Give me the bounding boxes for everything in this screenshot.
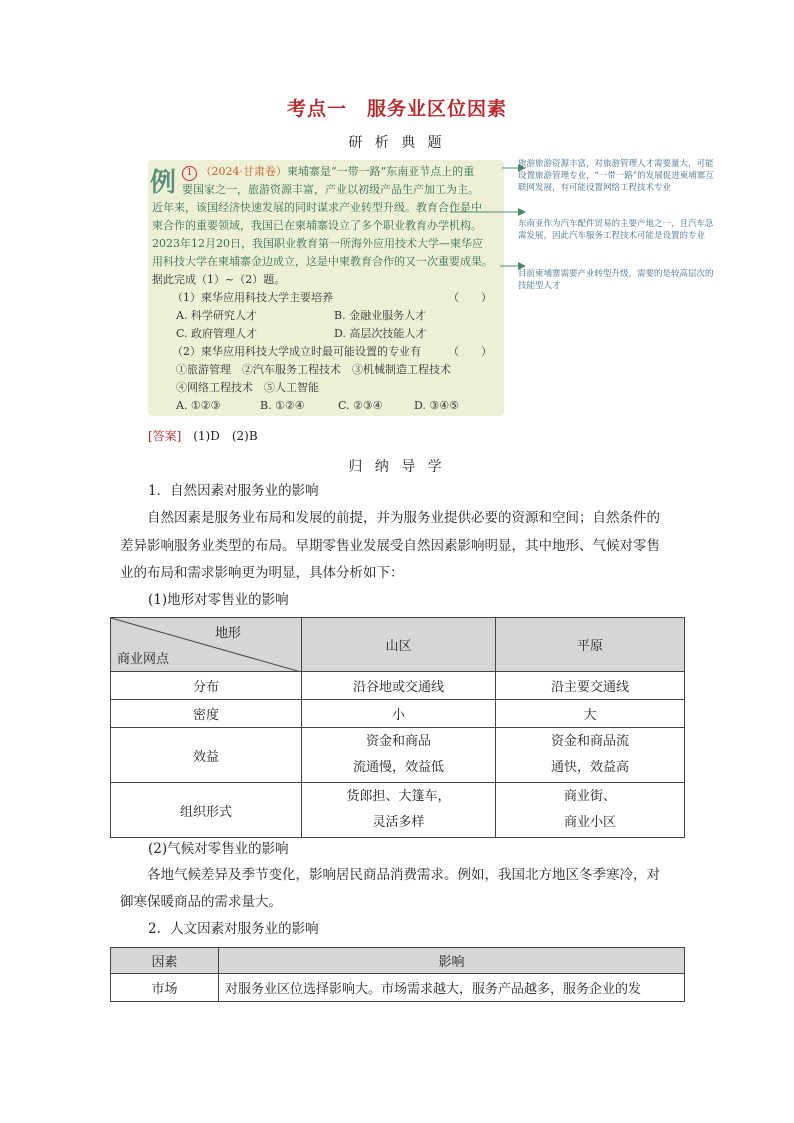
cell: 小 [302,700,496,728]
q1-option-b[interactable]: B. 金融业服务人才 [334,309,427,322]
q1-option-c[interactable]: C. 政府管理人才 [176,327,258,340]
annotation-note-1: 旅游旅游资源丰富，对旅游管理人才需要量大，可能设置旅游管理专业，“一带一路”的发展促进柬埔寨互联网发展，有可能设置网络工程技术专业 [518,159,714,193]
heading-natural-factors: 1．自然因素对服务业的影响 [148,483,319,499]
section-induct-heading: 归 纳 导 学 [348,459,446,475]
answer-line [148,427,258,444]
corner-bottom-label: 商业网点 [117,652,170,667]
question-1-paren: （ ） [448,291,492,304]
table-corner-cell [111,618,302,672]
impact-cell: 对服务业区位选择影响大。市场需求越大，服务产品越多，服务企业的发 [219,974,685,1002]
paragraph-1-line-1: 自然因素是服务业布局和发展的前提，并为服务业提供必要的资源和空间；自然条件的 [120,510,660,526]
terrain-table [110,617,685,838]
cell: 沿主要交通线 [496,672,685,700]
q2-option-b[interactable]: B. ①②④ [260,399,305,412]
cell: 货郎担、大篷车， 灵活多样 [302,783,496,838]
question-2: （2）柬华应用科技大学成立时最可能设置的专业有 [172,345,421,358]
cell: 大 [496,700,685,728]
row-label: 组织形式 [111,783,302,838]
heading-human-factors: 2．人文因素对服务业的影响 [148,921,319,937]
q2-option-a[interactable]: A. ①②③ [176,399,221,412]
example-line-2: 要国家之一，旅游资源丰富，产业以初级产品生产加工为主。 [182,183,479,196]
table-row [111,974,685,1002]
arrowhead-2 [518,208,526,216]
example-badge: 例 [150,168,177,198]
cell: 资金和商品 流通慢，效益低 [302,728,496,783]
paragraph-1-line-2: 差异影响服务业类型的布局。早期零售业发展受自然因素影响明显，其中地形、气候对零售 [120,538,660,554]
table-row [111,700,685,728]
example-line-1: 1 （2024·甘肃卷）柬埔寨是“一带一路”东南亚节点上的重 [182,164,474,181]
example-line-5: 2023年12月20日，我国职业教育第一所海外应用技术大学—柬华应 [152,237,483,250]
example-line-3: 近年来，该国经济快速发展的同时谋求产业转型升级。教育合作是中 [152,201,482,214]
col-header-plain: 平原 [496,618,685,672]
example-source: （2024·甘肃卷） [200,165,287,178]
heading-terrain: (1)地形对零售业的影响 [148,592,289,608]
q2-items-1: ①旅游管理 ②汽车服务工程技术 ③机械制造工程技术 [176,363,451,376]
cell: 沿谷地或交通线 [302,672,496,700]
q2-option-c[interactable]: C. ②③④ [338,399,383,412]
annotation-note-3: 目前柬埔寨需要产业转型升级，需要的是较高层次的技能型人才 [518,269,714,291]
answer-label: [答案] [148,429,182,443]
example-line-4: 柬合作的重要领域，我国已在柬埔寨设立了多个职业教育办学机构。 [152,219,482,232]
example-instruction: 据此完成（1）~（2）题。 [152,273,286,286]
section-study-heading: 研 析 典 题 [348,135,446,151]
paragraph-1-line-3: 业的布局和需求影响更为明显，具体分析如下： [120,565,404,581]
page-title: 考点一 服务业区位因素 [286,98,507,120]
annotation-arrows [440,150,530,290]
question-1: （1）柬华应用科技大学主要培养 [172,291,333,304]
table-row [111,783,685,838]
cell: 资金和商品流 通快，效益高 [496,728,685,783]
q1-option-a[interactable]: A. 科学研究人才 [176,309,257,322]
table-row [111,728,685,783]
paragraph-2-line-2: 御寒保暖商品的需求量大。 [120,894,282,910]
factor-cell: 市场 [111,974,219,1002]
row-label: 效益 [111,728,302,783]
annotation-note-2: 东南亚作为汽车配件贸易的主要产地之一，且汽车急需发展，因此汽车服务工程技术可能是设置的专业 [518,219,714,241]
example-number: 1 [182,166,197,181]
example-line-6: 用科技大学在柬埔寨金边成立，这是中柬教育合作的又一次重要成果。 [152,255,493,268]
col-header-impact: 影响 [219,948,685,974]
human-factors-table [110,947,685,1002]
question-2-paren: （ ） [448,345,492,358]
table-row [111,672,685,700]
col-header-mountain: 山区 [302,618,496,672]
corner-top-label: 地形 [214,626,241,641]
q1-option-d[interactable]: D. 高层次技能人才 [334,327,427,340]
col-header-factor: 因素 [111,948,219,974]
row-label: 分布 [111,672,302,700]
q2-option-d[interactable]: D. ③④⑤ [414,399,460,412]
cell: 商业街、 商业小区 [496,783,685,838]
paragraph-2-line-1: 各地气候差异及季节变化，影响居民商品消费需求。例如，我国北方地区冬季寒冷，对 [120,867,660,883]
q2-items-2: ④网络工程技术 ⑤人工智能 [176,381,319,394]
row-label: 密度 [111,700,302,728]
answer-text: (1)D (2)B [193,429,258,443]
heading-climate: (2)气候对零售业的影响 [148,841,289,857]
